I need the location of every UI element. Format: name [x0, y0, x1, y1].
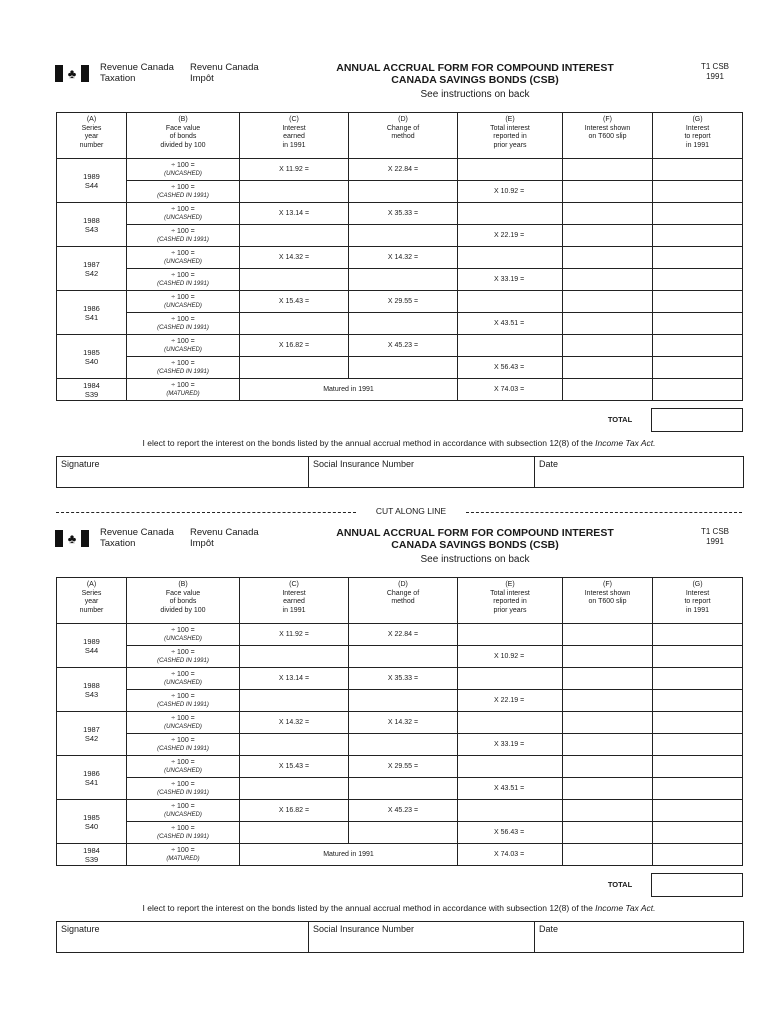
col-d-header: (D) Change of method	[349, 578, 458, 624]
interest-to-report-cell[interactable]	[653, 225, 743, 247]
col-g-header: (G) Interest to report in 1991	[653, 113, 743, 159]
face-value-cashed[interactable]: ÷ 100 = (CASHED IN 1991)	[127, 778, 240, 800]
t600-interest-cell[interactable]	[563, 181, 653, 203]
t600-interest-cell[interactable]	[563, 822, 653, 844]
instructions-note: See instructions on back	[420, 89, 530, 100]
interest-earned-cell[interactable]: X 11.92 =	[240, 624, 349, 646]
interest-earned-cell[interactable]: X 16.82 =	[240, 800, 349, 822]
table-row	[57, 844, 743, 866]
table-row	[57, 756, 743, 778]
prior-interest-cell[interactable]: X 22.19 =	[458, 690, 563, 712]
canada-flag-icon: ♣	[55, 530, 89, 547]
interest-earned-blank[interactable]	[240, 269, 349, 291]
table-row	[57, 159, 743, 181]
table-row	[57, 335, 743, 357]
col-f-header: (F) Interest shown on T600 slip	[563, 113, 653, 159]
table-row	[57, 822, 743, 844]
col-b-header: (B) Face value of bonds divided by 100	[127, 113, 240, 159]
interest-to-report-cell[interactable]	[653, 624, 743, 646]
prior-interest-cell[interactable]: X 33.19 =	[458, 269, 563, 291]
series-cell: 1985 S40	[57, 335, 127, 379]
form-title: ANNUAL ACCRUAL FORM FOR COMPOUND INTEREST CANADA SAVINGS BONDS (CSB)	[336, 527, 614, 551]
prior-interest-cell[interactable]: X 74.03 =	[458, 844, 563, 866]
series-cell: 1989 S44	[57, 159, 127, 203]
table-row	[57, 712, 743, 734]
interest-to-report-cell[interactable]	[653, 247, 743, 269]
prior-interest-cell[interactable]: X 56.43 =	[458, 822, 563, 844]
prior-interest-cell[interactable]: X 33.19 =	[458, 734, 563, 756]
interest-to-report-cell[interactable]	[653, 269, 743, 291]
face-value-cashed[interactable]: ÷ 100 = (CASHED IN 1991)	[127, 357, 240, 379]
prior-interest-cell[interactable]: X 22.19 =	[458, 225, 563, 247]
face-value-uncashed[interactable]: ÷ 100 = (UNCASHED)	[127, 756, 240, 778]
t600-interest-cell[interactable]	[563, 313, 653, 335]
table-row	[57, 291, 743, 313]
change-method-cell[interactable]: X 35.33 =	[349, 668, 458, 690]
interest-earned-blank[interactable]	[240, 313, 349, 335]
face-value-uncashed[interactable]: ÷ 100 = (UNCASHED)	[127, 335, 240, 357]
prior-interest-cell[interactable]: X 10.92 =	[458, 646, 563, 668]
table-row	[57, 734, 743, 756]
interest-earned-blank[interactable]	[240, 778, 349, 800]
canada-flag-icon: ♣	[55, 65, 89, 82]
prior-interest-blank[interactable]	[458, 335, 563, 357]
interest-to-report-cell[interactable]	[653, 844, 743, 866]
series-cell: 1989 S44	[57, 624, 127, 668]
sin-field[interactable]: Social Insurance Number	[309, 457, 535, 487]
series-cell: 1986 S41	[57, 756, 127, 800]
face-value-uncashed[interactable]: ÷ 100 = (UNCASHED)	[127, 800, 240, 822]
interest-earned-cell[interactable]: X 13.14 =	[240, 668, 349, 690]
face-value-cashed[interactable]: ÷ 100 = (CASHED IN 1991)	[127, 225, 240, 247]
t600-interest-cell[interactable]	[563, 379, 653, 401]
change-method-blank[interactable]	[349, 181, 458, 203]
interest-earned-cell[interactable]: X 13.14 =	[240, 203, 349, 225]
t600-interest-cell[interactable]	[563, 624, 653, 646]
t600-interest-cell[interactable]	[563, 800, 653, 822]
change-method-blank[interactable]	[349, 822, 458, 844]
prior-interest-blank[interactable]	[458, 247, 563, 269]
interest-to-report-cell[interactable]	[653, 668, 743, 690]
face-value-uncashed[interactable]: ÷ 100 = (UNCASHED)	[127, 159, 240, 181]
prior-interest-cell[interactable]: X 43.51 =	[458, 313, 563, 335]
col-c-header: (C) Interest earned in 1991	[240, 578, 349, 624]
change-method-cell[interactable]: X 22.84 =	[349, 624, 458, 646]
interest-to-report-cell[interactable]	[653, 291, 743, 313]
table-row	[57, 313, 743, 335]
t600-interest-cell[interactable]	[563, 335, 653, 357]
series-cell: 1988 S43	[57, 668, 127, 712]
prior-interest-blank[interactable]	[458, 712, 563, 734]
prior-interest-cell[interactable]: X 10.92 =	[458, 181, 563, 203]
interest-to-report-cell[interactable]	[653, 646, 743, 668]
change-method-cell[interactable]: X 45.23 =	[349, 800, 458, 822]
dept-name-fr: Revenu Canada Impôt	[190, 62, 259, 84]
col-b-header: (B) Face value of bonds divided by 100	[127, 578, 240, 624]
table-row	[57, 203, 743, 225]
series-cell: 1987 S42	[57, 247, 127, 291]
prior-interest-blank[interactable]	[458, 624, 563, 646]
total-label: TOTAL	[607, 415, 633, 424]
face-value-cashed[interactable]: ÷ 100 = (CASHED IN 1991)	[127, 313, 240, 335]
col-a-header: (A) Series year number	[57, 113, 127, 159]
series-cell: 1984 S39	[57, 844, 127, 866]
prior-interest-cell[interactable]: X 43.51 =	[458, 778, 563, 800]
prior-interest-blank[interactable]	[458, 668, 563, 690]
interest-earned-cell[interactable]: X 14.32 =	[240, 712, 349, 734]
t600-interest-cell[interactable]	[563, 690, 653, 712]
change-method-cell[interactable]: X 29.55 =	[349, 291, 458, 313]
table-row	[57, 225, 743, 247]
prior-interest-cell[interactable]: X 74.03 =	[458, 379, 563, 401]
t600-interest-cell[interactable]	[563, 668, 653, 690]
t600-interest-cell[interactable]	[563, 203, 653, 225]
interest-to-report-cell[interactable]	[653, 734, 743, 756]
col-e-header: (E) Total interest reported in prior years	[458, 578, 563, 624]
t600-interest-cell[interactable]	[563, 778, 653, 800]
series-cell: 1986 S41	[57, 291, 127, 335]
interest-earned-cell[interactable]: X 14.32 =	[240, 247, 349, 269]
t600-interest-cell[interactable]	[563, 734, 653, 756]
interest-to-report-cell[interactable]	[653, 335, 743, 357]
interest-earned-cell[interactable]: X 16.82 =	[240, 335, 349, 357]
interest-to-report-cell[interactable]	[653, 712, 743, 734]
table-row	[57, 379, 743, 401]
interest-earned-blank[interactable]	[240, 734, 349, 756]
t600-interest-cell[interactable]	[563, 247, 653, 269]
face-value-cashed[interactable]: ÷ 100 = (CASHED IN 1991)	[127, 690, 240, 712]
form-number: T1 CSB 1991	[700, 62, 729, 81]
face-value-cashed[interactable]: ÷ 100 = (CASHED IN 1991)	[127, 822, 240, 844]
table-row	[57, 357, 743, 379]
col-d-header: (D) Change of method	[349, 113, 458, 159]
change-method-blank[interactable]	[349, 357, 458, 379]
face-value-cashed[interactable]: ÷ 100 = (CASHED IN 1991)	[127, 734, 240, 756]
instructions-note: See instructions on back	[420, 554, 530, 565]
series-cell: 1984 S39	[57, 379, 127, 401]
table-header	[57, 113, 743, 159]
table-row	[57, 646, 743, 668]
table-row	[57, 269, 743, 291]
interest-to-report-cell[interactable]	[653, 159, 743, 181]
date-field[interactable]: Date	[539, 459, 559, 469]
table-row	[57, 690, 743, 712]
change-method-cell[interactable]: X 22.84 =	[349, 159, 458, 181]
face-value-uncashed[interactable]: ÷ 100 = (UNCASHED)	[127, 624, 240, 646]
cut-line	[56, 506, 742, 518]
interest-earned-blank[interactable]	[240, 690, 349, 712]
t600-interest-cell[interactable]	[563, 646, 653, 668]
t600-interest-cell[interactable]	[563, 756, 653, 778]
sin-field[interactable]: Social Insurance Number	[309, 922, 535, 952]
prior-interest-cell[interactable]: X 56.43 =	[458, 357, 563, 379]
series-cell: 1987 S42	[57, 712, 127, 756]
change-method-blank[interactable]	[349, 646, 458, 668]
interest-to-report-cell[interactable]	[653, 203, 743, 225]
series-cell: 1985 S40	[57, 800, 127, 844]
table-row	[57, 624, 743, 646]
col-f-header: (F) Interest shown on T600 slip	[563, 578, 653, 624]
col-e-header: (E) Total interest reported in prior years	[458, 113, 563, 159]
change-method-cell[interactable]: X 14.32 =	[349, 712, 458, 734]
change-method-blank[interactable]	[349, 313, 458, 335]
interest-earned-blank[interactable]	[240, 822, 349, 844]
bond-table	[56, 577, 743, 866]
t600-interest-cell[interactable]	[563, 159, 653, 181]
matured-note: Matured in 1991	[240, 844, 458, 866]
change-method-blank[interactable]	[349, 778, 458, 800]
change-method-blank[interactable]	[349, 690, 458, 712]
bond-table	[56, 112, 743, 401]
col-g-header: (G) Interest to report in 1991	[653, 578, 743, 624]
change-method-blank[interactable]	[349, 225, 458, 247]
t600-interest-cell[interactable]	[563, 225, 653, 247]
interest-earned-cell[interactable]: X 15.43 =	[240, 756, 349, 778]
face-value-matured[interactable]: ÷ 100 = (MATURED)	[127, 844, 240, 866]
signature-field[interactable]: Signature	[57, 457, 309, 487]
signature-row	[56, 456, 744, 488]
total-input[interactable]	[651, 873, 743, 897]
t600-interest-cell[interactable]	[563, 269, 653, 291]
t600-interest-cell[interactable]	[563, 357, 653, 379]
interest-earned-cell[interactable]: X 15.43 =	[240, 291, 349, 313]
table-row	[57, 778, 743, 800]
total-input[interactable]	[651, 408, 743, 432]
prior-interest-blank[interactable]	[458, 800, 563, 822]
interest-to-report-cell[interactable]	[653, 778, 743, 800]
signature-row	[56, 921, 744, 953]
t600-interest-cell[interactable]	[563, 291, 653, 313]
interest-earned-blank[interactable]	[240, 357, 349, 379]
change-method-cell[interactable]: X 35.33 =	[349, 203, 458, 225]
t600-interest-cell[interactable]	[563, 844, 653, 866]
interest-earned-cell[interactable]: X 11.92 =	[240, 159, 349, 181]
form-number: T1 CSB 1991	[700, 527, 729, 546]
interest-to-report-cell[interactable]	[653, 379, 743, 401]
change-method-cell[interactable]: X 45.23 =	[349, 335, 458, 357]
face-value-uncashed[interactable]: ÷ 100 = (UNCASHED)	[127, 203, 240, 225]
table-row	[57, 181, 743, 203]
cut-line-label: CUT ALONG LINE	[356, 506, 466, 516]
interest-earned-blank[interactable]	[240, 646, 349, 668]
interest-to-report-cell[interactable]	[653, 690, 743, 712]
election-statement: I elect to report the interest on the bonds listed by the annual accrual method in accordance with subsection 12(8) of the Income Tax Act.	[142, 438, 656, 448]
signature-field[interactable]: Signature	[57, 922, 309, 952]
election-statement: I elect to report the interest on the bonds listed by the annual accrual method in accordance with subsection 12(8) of the Income Tax Act.	[142, 903, 656, 913]
interest-to-report-cell[interactable]	[653, 800, 743, 822]
change-method-cell[interactable]: X 29.55 =	[349, 756, 458, 778]
table-row	[57, 668, 743, 690]
face-value-matured[interactable]: ÷ 100 = (MATURED)	[127, 379, 240, 401]
interest-earned-blank[interactable]	[240, 225, 349, 247]
interest-to-report-cell[interactable]	[653, 313, 743, 335]
prior-interest-blank[interactable]	[458, 756, 563, 778]
interest-to-report-cell[interactable]	[653, 357, 743, 379]
interest-to-report-cell[interactable]	[653, 181, 743, 203]
total-label: TOTAL	[607, 880, 633, 889]
dept-name-en: Revenue Canada Taxation	[100, 527, 174, 549]
prior-interest-blank[interactable]	[458, 203, 563, 225]
change-method-cell[interactable]: X 14.32 =	[349, 247, 458, 269]
form-title: ANNUAL ACCRUAL FORM FOR COMPOUND INTEREST CANADA SAVINGS BONDS (CSB)	[336, 62, 614, 86]
table-row	[57, 800, 743, 822]
table-header	[57, 578, 743, 624]
face-value-uncashed[interactable]: ÷ 100 = (UNCASHED)	[127, 712, 240, 734]
interest-to-report-cell[interactable]	[653, 822, 743, 844]
table-row	[57, 247, 743, 269]
face-value-cashed[interactable]: ÷ 100 = (CASHED IN 1991)	[127, 181, 240, 203]
face-value-cashed[interactable]: ÷ 100 = (CASHED IN 1991)	[127, 269, 240, 291]
col-c-header: (C) Interest earned in 1991	[240, 113, 349, 159]
prior-interest-blank[interactable]	[458, 159, 563, 181]
change-method-blank[interactable]	[349, 269, 458, 291]
dept-name-fr: Revenu Canada Impôt	[190, 527, 259, 549]
face-value-uncashed[interactable]: ÷ 100 = (UNCASHED)	[127, 668, 240, 690]
dept-name-en: Revenue Canada Taxation	[100, 62, 174, 84]
interest-to-report-cell[interactable]	[653, 756, 743, 778]
prior-interest-blank[interactable]	[458, 291, 563, 313]
date-field[interactable]: Date	[539, 924, 559, 934]
matured-note: Matured in 1991	[240, 379, 458, 401]
series-cell: 1988 S43	[57, 203, 127, 247]
change-method-blank[interactable]	[349, 734, 458, 756]
face-value-cashed[interactable]: ÷ 100 = (CASHED IN 1991)	[127, 646, 240, 668]
interest-earned-blank[interactable]	[240, 181, 349, 203]
face-value-uncashed[interactable]: ÷ 100 = (UNCASHED)	[127, 291, 240, 313]
face-value-uncashed[interactable]: ÷ 100 = (UNCASHED)	[127, 247, 240, 269]
t600-interest-cell[interactable]	[563, 712, 653, 734]
col-a-header: (A) Series year number	[57, 578, 127, 624]
